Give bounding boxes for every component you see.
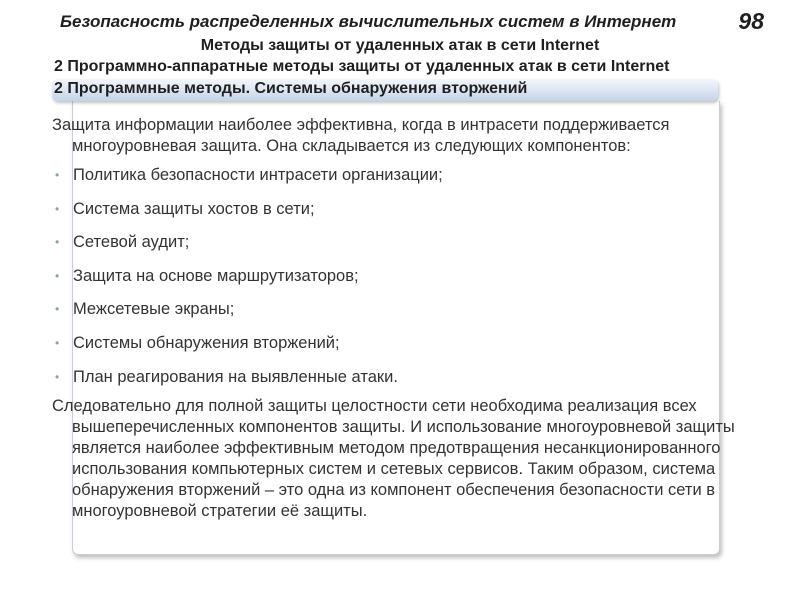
intro-paragraph: Защита информации наиболее эффективна, когда в интрасети поддерживается многоуровневая защита. Она складывается из следующих компонентов:: [52, 116, 670, 155]
list-item: [52, 367, 772, 388]
bullet-icon: •: [55, 235, 60, 250]
list-item: [52, 199, 772, 220]
list-item: [52, 266, 772, 287]
bullet-icon: •: [55, 168, 60, 182]
subsection-title: 2 Программные методы. Системы обнаружения вторжений: [54, 80, 528, 97]
bullet-icon: •: [55, 302, 60, 317]
list-item: [52, 299, 772, 320]
slide-subtitle: Методы защиты от удаленных атак в сети Internet: [200, 37, 600, 54]
list-item-text: Система защиты хостов в сети;: [73, 199, 315, 218]
list-item: [52, 232, 772, 253]
conclusion-paragraph: Следовательно для полной защиты целостности сети необходима реализация всех вышеперечисленных компонентов защиты. И использование многоуровневой защиты является наиболее эффективным методом предотвращения несанкционированного использования компьютерных систем и сетевых сервисов. Таким образом, система обнаружения вторжений – это одна из компонент обеспечения безопасности сети в многоуровневой стратегии её защиты.: [52, 396, 735, 520]
bullet-icon: •: [55, 201, 60, 216]
list-item-text: Защита на основе маршрутизаторов;: [73, 266, 359, 285]
page-number: 98: [738, 8, 764, 34]
list-item: [52, 165, 772, 186]
bullet-icon: •: [55, 369, 60, 384]
list-item-text: Системы обнаружения вторжений;: [73, 333, 340, 352]
list-item-text: Политика безопасности интрасети организации;: [73, 166, 443, 184]
slide-body: [52, 115, 772, 522]
section-title: 2 Программно-аппаратные методы защиты от удаленных атак в сети Internet: [54, 58, 670, 75]
list-item-text: Межсетевые экраны;: [73, 300, 235, 319]
slide-header-title: Безопасность распределенных вычислительных систем в Интернет: [60, 12, 677, 31]
bullet-icon: •: [55, 335, 60, 350]
list-item: [52, 333, 772, 354]
bullet-icon: •: [55, 268, 60, 283]
components-list: [52, 165, 772, 388]
list-item-text: План реагирования на выявленные атаки.: [73, 367, 398, 386]
list-item-text: Сетевой аудит;: [73, 233, 190, 252]
